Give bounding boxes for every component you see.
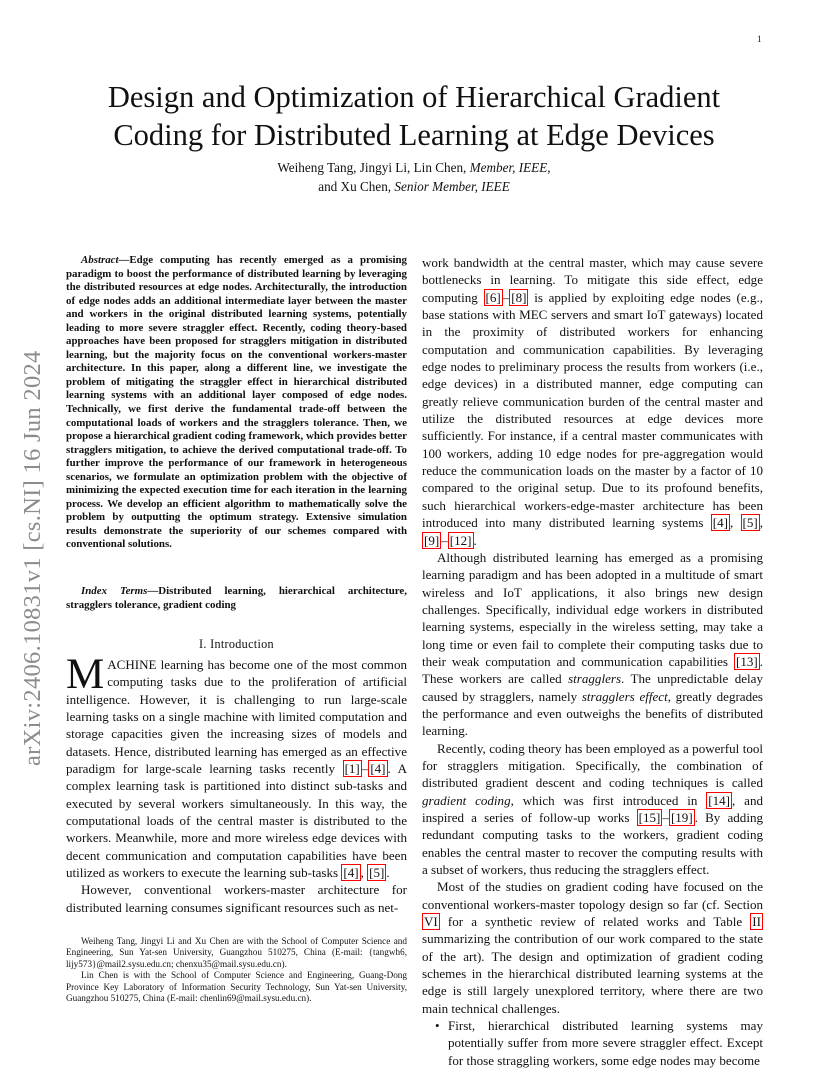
footnote-authors: Weiheng Tang, Jingyi Li and Xu Chen are with the School of Computer Science and Engineering, Sun Yat-sen University, Guangzhou 510275, China (E-mail: {tangwh6, lijy573}@mail2.sysu.edu.cn; chenxu35@mail.sysu.edu.cn). [66,936,407,969]
table-link[interactable]: II [752,914,761,930]
citation-link[interactable]: [8] [511,289,527,305]
introduction-left: MACHINE learning has become one of the most common computing tasks due to the proliferation of artificial intelligence. However, it is challenging to run large-scale learning tasks on a single machine with limited computation and storage capacities given the increasing sizes of models and datasets. Hence, distributed learning has emerged as an effective paradigm for large-scale learning tasks recently [1] – [4] . A complex learning task is partitioned into distinct sub-tasks and executed by several workers simultaneously. In this way, the computational loads of the central master is distributed to the workers. Meanwhile, more and more wireless edge devices with decent communication and computation capabilities have been utilized as workers to execute the learning sub-tasks [4] , [5] . However, conventional workers-master architecture for distributed learning consumes significant resources such as net- [66,651,407,915]
author-senior-membership: Senior Member, IEEE [394,179,510,194]
intro-text: . A complex learning task is partitioned into distinct sub-tasks and executed by several workers simultaneously. In this way, the computational loads of the central master is distributed to the workers. Meanwhile, more and more wireless edge devices with decent communication and computation capabilities have been utilized as workers to execute the learning sub-tasks [66,761,407,881]
title-line-1: Design and Optimization of Hierarchical Gradient [107,80,721,114]
term-stragglers-effect: stragglers effect [581,688,668,704]
citation-link[interactable]: [4] [370,761,386,777]
section-link[interactable]: VI [424,914,438,930]
citation-link[interactable]: [9] [424,532,440,548]
abstract-text: —Edge computing has recently emerged as a promising paradigm to boost the performance of distributed learning by leveraging the distributed resources at edge nodes. Architecturally, the introduction of edge nodes adds an additional intermediate layer between the master and workers in the original distributed learning systems, potentially leading to more severe straggler effect. Recently, coding theory-based approaches have been proposed for stragglers mitigation in distributed learning, but the majority focus on the conventional workers-master architecture. In this paper, along a different line, we investigate the problem of mitigating the straggler effect in hierarchical distributed learning systems with an additional layer composed of edge nodes. Technically, we first derive the fundamental trade-off between the computational loads of workers and the stragglers tolerance. Then, we propose a hierarchical gradient coding framework, which provides better stragglers mitigation, to achieve the derived computational trade-off. To further improve the performance of our framework in heterogeneous scenarios, we formulate an optimization problem with the objective of minimizing the expected execution time for each iteration in the learning process. We develop an efficient algorithm to mathematically solve the problem by outputting the optimum strategy. Extensive simulation results demonstrate the superiority of our schemes compared with conventional solutions. [66,254,407,551]
citation-link[interactable]: [14] [708,792,731,808]
authors-line-2 [60,177,768,196]
term-gradient-coding: gradient coding [422,792,511,808]
body-text: is applied by exploiting edge nodes (e.g., base stations with MEC servers and smart IoT gateways) located in the proximity of distributed workers for enhancing computation and communication capabilities. By leveraging edge nodes to preliminary process the results from workers (i.e., edge devices) in a distributed manner, edge computing can greatly relieve communication burden of the central master and utilize the distributed resources at edge devices more sufficiently. For instance, if a central master communicates with 100 workers, adding 10 edge nodes for pre-aggregation would reduce the communication loads on the master by a factor of 10 compared to the original setup. Due to its profound benefits, such hierarchical workers-edge-master architecture has been introduced into many distributed learning systems [422,289,763,531]
term-stragglers: stragglers [568,671,622,687]
citation-link[interactable]: [5] [369,865,385,881]
footnote [66,936,407,1004]
authors-names-2: and Xu Chen, [318,179,392,194]
citation-link[interactable]: [4] [712,515,728,531]
citation-link[interactable]: [13] [735,653,758,669]
title-line-2: Coding for Distributed Learning at Edge Devices [113,118,715,152]
citation-link[interactable]: [19] [670,810,693,825]
citation-link[interactable]: [5] [742,515,758,531]
body-text: work bandwidth at the central master, which may cause severe bottlenecks in learning. To mitigate this side effect, edge computing [422,255,763,305]
author-membership: Member, IEEE, [469,160,551,175]
page-number: 1 [757,34,762,44]
challenge-list [422,1017,763,1069]
citation-link[interactable]: [15] [638,810,661,825]
authors-line-1 [60,158,768,177]
intro-text: ACHINE learning has become one of the most common computing tasks due to the proliferation of artificial intelligence. However, it is challenging to run large-scale learning tasks on a single machine with limited computation and storage capacities given the increasing sizes of models and datasets. Hence, distributed learning has emerged as an effective paradigm for large-scale learning tasks recently [66,657,407,777]
right-column: work bandwidth at the central master, which may cause severe bottlenecks in learning. To mitigate this side effect, edge computing [6] – [8] is applied by exploiting edge nodes (e.g., base stations with MEC servers and smart IoT gateways) located in the proximity of distributed workers for enhancing computation and communication capabilities. By leveraging edge nodes to preliminary process the results from workers (i.e., edge devices) in a distributed manner, edge computing can greatly relieve communication burden of the central master and utilize the distributed resources at edge devices more sufficiently. For instance, if a central master communicates with 100 workers, adding 10 edge nodes for pre-aggregation would reduce the communication loads on the master by a factor of 10 compared to the original setup. Due to its profound benefits, such hierarchical workers-edge-master architecture has been introduced into many distributed learning systems [4] , [5] , [9] – [12] . Although distributed learning has emerged as a promising learning paradigm and has been adopted in a multitude of smart wireless and IoT applications, it also brings new design challenges. Specifically, individual edge workers in distributed learning systems, especially in the wireless setting, may take a long time or even fail to complete their computing tasks due to their weak computation and communication capabilities [13] . These workers are called stragglers. The unpredictable delay caused by stragglers, namely stragglers effect, greatly degrades the performance and even outweighs the benefits of distributed learning. Recently, coding theory has been employed as a powerful tool for stragglers mitigation. Specifically, the combination of distributed gradient descent and coding techniques is called gradient coding, which was first introduced in [14] , and inspired a series of follow-up works [15] – [19] . By adding redundant computing tasks to the workers, gradient coding enables the central master to recover the computing results with a subset of workers, thus reducing the stragglers effect. Most of the studies on gradient coding have focused on the conventional workers-master topology design so far (cf. Section VI for a synthetic review of related works and Table II summarizing the contribution of our work compared to the state of the art). The design and optimization of gradient coding schemes in the hierarchical distributed learning systems at the edge is still largely unexplored territory, where there are two main technical challenges. • First, hierarchical distributed learning systems may potentially suffer from more severe straggler effect. Except for those straggling workers, some edge nodes may become [422,254,763,1069]
arxiv-stamp: arXiv:2406.10831v1 [cs.NI] 16 Jun 2024 [19,350,46,766]
list-item: • First, hierarchical distributed learning systems may potentially suffer from more severe straggler effect. Except for those straggling workers, some edge nodes may become [448,1017,763,1069]
citation-link[interactable]: [6] [485,289,501,305]
intro-paragraph-2: However, conventional workers-master architecture for distributed learning consumes significant resources such as net- [66,882,407,915]
authors-names-1: Weiheng Tang, Jingyi Li, Lin Chen, [277,160,467,175]
body-text: Most of the studies on gradient coding have focused on the conventional workers-master topology design so far (cf. Section [422,879,763,912]
author-list [60,158,768,196]
index-terms-text: —Distributed learning, hierarchical architecture, stragglers tolerance, gradient coding [66,585,407,611]
section-heading: I. Introduction [199,637,274,651]
abstract [66,254,407,552]
index-terms-label: Index Terms [81,585,148,597]
paper-title [60,78,768,154]
footnote-lin-chen: Lin Chen is with the School of Computer Science and Engineering, Guang-Dong Province Key Laboratory of Information Security Technology, Sun Yat-sen University, Guangzhou 510275, China (E-mail: chenlin69@mail.sysu.edu.cn). [66,970,407,1004]
citation-link[interactable]: [4] [343,865,359,881]
citation-link[interactable]: [12] [449,532,472,548]
citation-link[interactable]: [1] [344,761,360,777]
body-text: Although distributed learning has emerged as a promising learning paradigm and has been adopted in a multitude of smart wireless and IoT applications, it also brings new design challenges. Specifically, individual edge workers in distributed learning systems, especially in the wireless setting, may take a long time or even fail to complete their computing tasks due to their weak computation and communication capabilities [422,549,763,669]
body-text: Recently, coding theory has been employed as a powerful tool for stragglers mitigation. Specifically, the combination of distributed gradient descent and coding techniques is called [422,740,763,791]
abstract-label: Abstract [81,254,119,266]
index-terms [66,585,407,612]
drop-cap: M [66,651,105,698]
